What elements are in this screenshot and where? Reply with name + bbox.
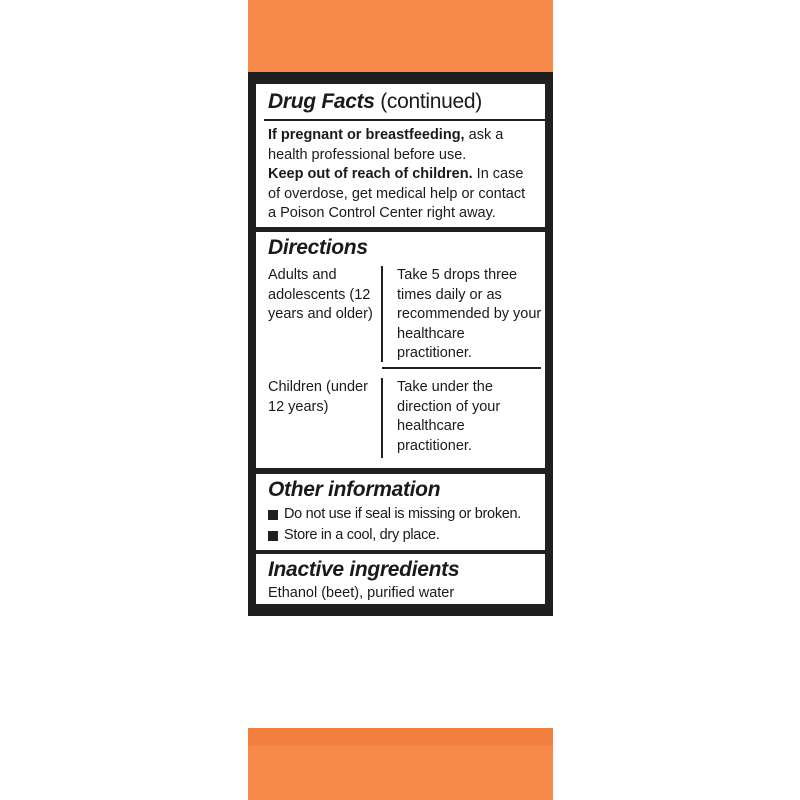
drug-facts-title-main: Drug Facts [268,90,375,113]
directions-column-divider [381,266,383,362]
drug-facts-title-suffix: (continued) [380,90,482,113]
pregnant-warning-text: ask a health professional before use. [268,127,504,163]
directions-row-divider [382,367,541,369]
square-bullet-icon [268,510,278,520]
other-information-list [268,504,541,546]
list-item-text: Store in a cool, dry place. [284,527,440,543]
list-item [268,525,541,546]
other-information-panel [256,474,545,550]
list-item [268,504,541,525]
directions-instruction-children: Take under the direction of your healthcare practitioner. [397,379,501,454]
directions-heading: Directions [268,236,368,259]
drug-facts-label [248,72,553,616]
inactive-ingredients-heading: Inactive ingredients [268,558,460,581]
directions-instruction-adults: Take 5 drops three times daily or as recommended by your healthcare practitioner. [397,267,542,361]
warnings-text [256,126,545,224]
square-bullet-icon [268,531,278,541]
package-top-band [248,0,553,72]
title-divider [264,119,545,121]
other-information-heading: Other information [268,478,441,501]
directions-row [256,378,545,468]
directions-row [256,266,545,362]
children-warning-text: In case of overdose, get medical help or contact a Poison Control Center right away. [268,166,526,221]
directions-group-children: Children (under 12 years) [268,379,368,415]
directions-panel [256,232,545,468]
directions-group-adults: Adults and adolescents (12 years and older) [268,267,373,322]
list-item-text: Do not use if seal is missing or broken. [284,506,522,522]
package-bottom-stripe [248,728,553,746]
inactive-ingredients-panel [256,554,545,604]
pregnant-warning-bold: If pregnant or breastfeeding, [268,127,465,143]
children-warning-bold: Keep out of reach of children. [268,166,473,182]
inactive-ingredients-text: Ethanol (beet), purified water [268,585,455,601]
drug-facts-title [256,90,482,114]
package-bottom-band [248,728,553,800]
directions-column-divider [381,378,383,458]
drug-facts-warnings-panel [256,84,545,227]
